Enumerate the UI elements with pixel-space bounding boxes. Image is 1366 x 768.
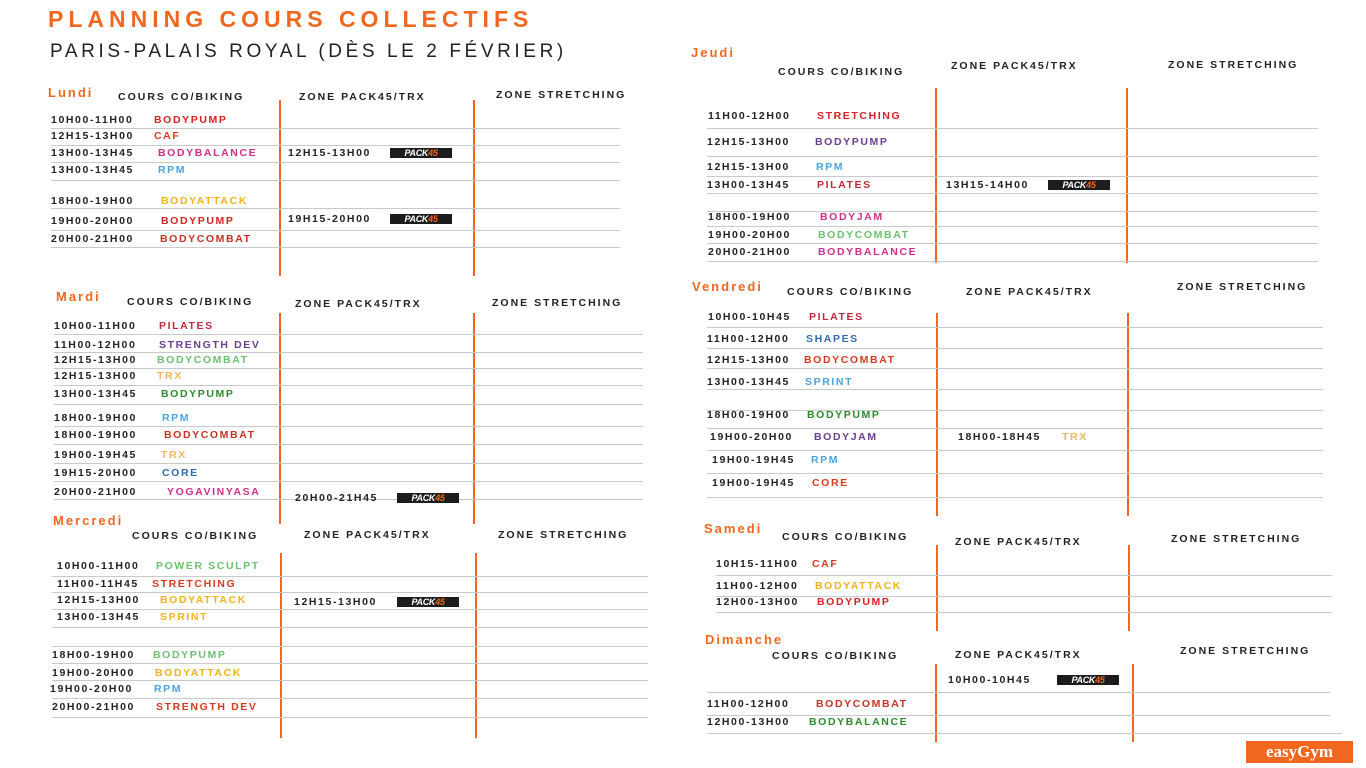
row-divider (707, 389, 1323, 390)
class-time: 11H00-12H00 (716, 580, 799, 592)
class-name: BODYBALANCE (158, 147, 258, 159)
class-name: STRENGTH DEV (156, 701, 258, 713)
row-divider (54, 368, 643, 369)
class-name: RPM (816, 161, 845, 173)
column-header-pack: ZONE PACK45/TRX (295, 298, 422, 310)
class-name: SPRINT (160, 611, 209, 623)
row-divider (52, 646, 648, 647)
class-time: 20H00-21H00 (52, 701, 135, 713)
row-divider (52, 592, 648, 593)
class-time: 19H00-20H00 (52, 667, 135, 679)
class-time: 19H00-19H45 (712, 477, 795, 489)
row-divider (54, 352, 643, 353)
column-divider (473, 100, 475, 276)
row-divider (51, 180, 620, 181)
row-divider (707, 327, 1323, 328)
pack-session-time: 13H15-14H00 (946, 179, 1029, 191)
class-time: 20H00-21H00 (708, 246, 791, 258)
pack45-logo (390, 214, 452, 224)
class-time: 20H00-21H00 (51, 233, 134, 245)
row-divider (707, 473, 1323, 474)
class-name: RPM (154, 683, 183, 695)
class-time: 12H00-13H00 (716, 596, 799, 608)
class-name: BODYATTACK (161, 195, 248, 207)
class-name: STRETCHING (817, 110, 902, 122)
class-time: 12H15-13H00 (707, 136, 790, 148)
class-time: 10H00-11H00 (54, 320, 137, 332)
pack-session-time: 18H00-18H45 (958, 431, 1041, 443)
row-divider (54, 385, 643, 386)
class-time: 18H00-19H00 (52, 649, 135, 661)
column-header-pack: ZONE PACK45/TRX (299, 91, 426, 103)
class-name: TRX (157, 370, 183, 382)
class-time: 11H00-12H00 (708, 110, 791, 122)
class-name: CORE (812, 477, 849, 489)
class-name: BODYCOMBAT (804, 354, 896, 366)
class-name: BODYATTACK (815, 580, 902, 592)
class-name: POWER SCULPT (156, 560, 260, 572)
column-divider (936, 545, 938, 631)
row-divider (707, 410, 1323, 411)
row-divider (707, 497, 1323, 498)
column-divider (1132, 664, 1134, 742)
pack45-logo-word: PACK (1071, 675, 1096, 685)
column-header-stretch: ZONE STRETCHING (1168, 59, 1299, 71)
row-divider (52, 698, 648, 699)
pack-session-time: 10H00-10H45 (948, 674, 1031, 686)
page-subtitle: PARIS-PALAIS ROYAL (DÈS LE 2 FÉVRIER) (50, 41, 567, 62)
class-time: 12H15-13H00 (54, 370, 137, 382)
row-divider (707, 428, 1323, 429)
class-name: BODYCOMBAT (160, 233, 252, 245)
class-time: 18H00-19H00 (51, 195, 134, 207)
row-divider (52, 576, 648, 577)
row-divider (51, 230, 620, 231)
day-title-jeudi: Jeudi (691, 45, 735, 60)
class-time: 10H00-10H45 (708, 311, 791, 323)
row-divider (707, 128, 1318, 129)
row-divider (52, 717, 648, 718)
column-divider (1127, 313, 1129, 516)
class-name: BODYPUMP (154, 114, 228, 126)
class-time: 19H00-19H45 (54, 449, 137, 461)
row-divider (707, 348, 1323, 349)
row-divider (716, 575, 1332, 576)
class-time: 19H00-20H00 (50, 683, 133, 695)
class-time: 11H00-12H00 (707, 333, 790, 345)
class-time: 10H00-11H00 (57, 560, 140, 572)
pack45-logo-number: 45 (435, 597, 445, 607)
class-name: BODYJAM (820, 211, 884, 223)
row-divider (52, 680, 648, 681)
class-name: BODYPUMP (817, 596, 891, 608)
pack-session-class: TRX (1062, 431, 1088, 443)
row-divider (707, 450, 1323, 451)
day-title-vendredi: Vendredi (692, 279, 763, 294)
class-time: 13H00-13H45 (57, 611, 140, 623)
column-divider (1128, 545, 1130, 631)
pack45-logo-number: 45 (435, 493, 445, 503)
pack45-logo-number: 45 (1095, 675, 1105, 685)
column-header-cours: COURS CO/BIKING (118, 91, 245, 103)
pack45-logo-word: PACK (404, 148, 429, 158)
class-time: 19H00-20H00 (51, 215, 134, 227)
class-time: 18H00-19H00 (54, 429, 137, 441)
class-time: 13H00-13H45 (707, 376, 790, 388)
row-divider (707, 715, 1330, 716)
column-header-stretch: ZONE STRETCHING (1171, 533, 1302, 545)
row-divider (54, 334, 643, 335)
column-header-stretch: ZONE STRETCHING (496, 89, 627, 101)
class-time: 19H00-20H00 (708, 229, 791, 241)
class-name: PILATES (809, 311, 864, 323)
pack45-logo-number: 45 (428, 214, 438, 224)
class-time: 12H15-13H00 (57, 594, 140, 606)
class-time: 12H15-13H00 (707, 161, 790, 173)
class-name: CAF (154, 130, 181, 142)
day-title-mercredi: Mercredi (53, 513, 124, 528)
class-time: 11H00-12H00 (54, 339, 137, 351)
class-time: 20H00-21H00 (54, 486, 137, 498)
class-name: SPRINT (805, 376, 854, 388)
class-name: BODYJAM (814, 431, 878, 443)
row-divider (707, 692, 1330, 693)
row-divider (707, 156, 1318, 157)
row-divider (707, 261, 1318, 262)
row-divider (52, 627, 648, 628)
class-time: 13H00-13H45 (51, 147, 134, 159)
class-name: BODYCOMBAT (816, 698, 908, 710)
row-divider (707, 226, 1318, 227)
brand-logo: easyGym (1246, 741, 1353, 763)
row-divider (54, 404, 643, 405)
pack45-logo-word: PACK (411, 597, 436, 607)
column-divider (935, 664, 937, 742)
row-divider (707, 368, 1323, 369)
pack45-logo-word: PACK (411, 493, 436, 503)
row-divider (51, 208, 620, 209)
day-title-lundi: Lundi (48, 85, 94, 100)
row-divider (716, 612, 1332, 613)
row-divider (54, 463, 643, 464)
class-name: BODYPUMP (815, 136, 889, 148)
class-time: 18H00-19H00 (708, 211, 791, 223)
pack45-logo-word: PACK (404, 214, 429, 224)
pack45-logo-number: 45 (428, 148, 438, 158)
column-header-cours: COURS CO/BIKING (778, 66, 905, 78)
class-name: BODYBALANCE (809, 716, 909, 728)
column-header-pack: ZONE PACK45/TRX (955, 536, 1082, 548)
class-time: 18H00-19H00 (707, 409, 790, 421)
row-divider (54, 444, 643, 445)
pack45-logo (1057, 675, 1119, 685)
class-time: 11H00-12H00 (707, 698, 790, 710)
class-time: 13H00-13H45 (54, 388, 137, 400)
class-name: BODYPUMP (161, 215, 235, 227)
class-name: CORE (162, 467, 199, 479)
class-time: 10H00-11H00 (51, 114, 134, 126)
row-divider (716, 596, 1332, 597)
class-name: RPM (162, 412, 191, 424)
class-time: 19H00-19H45 (712, 454, 795, 466)
class-name: STRENGTH DEV (159, 339, 261, 351)
column-header-stretch: ZONE STRETCHING (492, 297, 623, 309)
class-name: BODYPUMP (807, 409, 881, 421)
pack-session-time: 19H15-20H00 (288, 213, 371, 225)
column-header-cours: COURS CO/BIKING (127, 296, 254, 308)
class-time: 13H00-13H45 (707, 179, 790, 191)
page-title: PLANNING COURS COLLECTIFS (48, 6, 534, 32)
class-name: BODYPUMP (161, 388, 235, 400)
class-name: BODYCOMBAT (157, 354, 249, 366)
row-divider (52, 663, 648, 664)
pack-session-time: 12H15-13H00 (294, 596, 377, 608)
class-name: PILATES (817, 179, 872, 191)
column-header-stretch: ZONE STRETCHING (1177, 281, 1308, 293)
class-name: CAF (812, 558, 839, 570)
class-name: STRETCHING (152, 578, 237, 590)
class-name: PILATES (159, 320, 214, 332)
column-divider (279, 100, 281, 276)
class-time: 19H00-20H00 (710, 431, 793, 443)
row-divider (54, 481, 643, 482)
class-name: RPM (811, 454, 840, 466)
class-time: 12H15-13H00 (54, 354, 137, 366)
pack45-logo-number: 45 (1086, 180, 1096, 190)
class-time: 10H15-11H00 (716, 558, 799, 570)
day-title-mardi: Mardi (56, 289, 101, 304)
class-name: RPM (158, 164, 187, 176)
row-divider (707, 176, 1318, 177)
row-divider (51, 128, 620, 129)
row-divider (54, 426, 643, 427)
column-header-stretch: ZONE STRETCHING (1180, 645, 1311, 657)
column-header-cours: COURS CO/BIKING (787, 286, 914, 298)
row-divider (52, 609, 648, 610)
column-divider (279, 313, 281, 524)
column-header-pack: ZONE PACK45/TRX (304, 529, 431, 541)
pack45-logo-word: PACK (1062, 180, 1087, 190)
class-name: BODYBALANCE (818, 246, 918, 258)
class-name: BODYATTACK (160, 594, 247, 606)
class-name: TRX (161, 449, 187, 461)
class-time: 12H15-13H00 (707, 354, 790, 366)
class-time: 19H15-20H00 (54, 467, 137, 479)
class-time: 18H00-19H00 (54, 412, 137, 424)
column-header-pack: ZONE PACK45/TRX (955, 649, 1082, 661)
column-divider (473, 313, 475, 524)
row-divider (51, 162, 620, 163)
pack45-logo (397, 493, 459, 503)
class-name: BODYCOMBAT (818, 229, 910, 241)
column-divider (936, 313, 938, 516)
day-title-dimanche: Dimanche (705, 632, 784, 647)
class-time: 13H00-13H45 (51, 164, 134, 176)
class-name: BODYPUMP (153, 649, 227, 661)
class-name: SHAPES (806, 333, 859, 345)
pack-session-time: 20H00-21H45 (295, 492, 378, 504)
class-name: YOGAVINYASA (167, 486, 261, 498)
class-time: 12H00-13H00 (707, 716, 790, 728)
column-header-cours: COURS CO/BIKING (132, 530, 259, 542)
class-name: BODYCOMBAT (164, 429, 256, 441)
row-divider (707, 733, 1342, 734)
row-divider (707, 243, 1318, 244)
column-header-pack: ZONE PACK45/TRX (966, 286, 1093, 298)
column-header-cours: COURS CO/BIKING (782, 531, 909, 543)
column-header-stretch: ZONE STRETCHING (498, 529, 629, 541)
class-time: 11H00-11H45 (57, 578, 139, 590)
column-header-pack: ZONE PACK45/TRX (951, 60, 1078, 72)
row-divider (707, 193, 1318, 194)
class-name: BODYATTACK (155, 667, 242, 679)
pack45-logo (397, 597, 459, 607)
pack-session-time: 12H15-13H00 (288, 147, 371, 159)
class-time: 12H15-13H00 (51, 130, 134, 142)
pack45-logo (1048, 180, 1110, 190)
column-header-cours: COURS CO/BIKING (772, 650, 899, 662)
row-divider (51, 145, 620, 146)
row-divider (51, 247, 620, 248)
pack45-logo (390, 148, 452, 158)
day-title-samedi: Samedi (704, 521, 763, 536)
row-divider (707, 211, 1318, 212)
